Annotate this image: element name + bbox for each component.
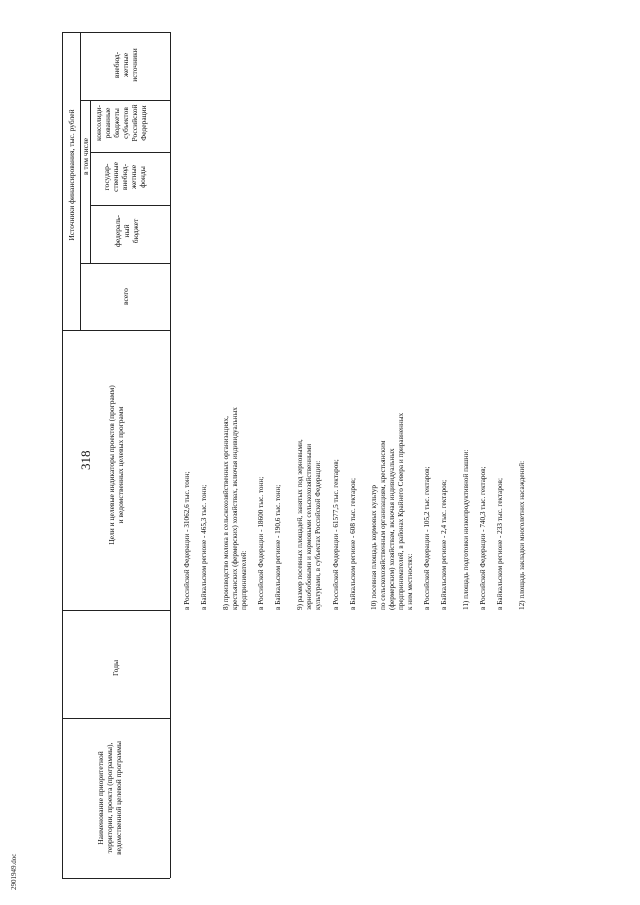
table-right-border [170,32,171,878]
header-name-line1: Наименование приоритетной [96,751,105,845]
table-header-border [62,32,63,878]
column-divider-state-funds [90,152,170,153]
extrabudget-line1: внебюд- [112,51,121,79]
entry-line: 8) производство молока в сельскохозяйственных организациях, [222,416,230,610]
state-funds-line1: государ- [102,163,111,191]
column-divider-total [80,263,170,264]
federal-line1: федераль- [113,214,122,248]
entry-line: 12) площадь закладки многолетних насаждений: [518,460,526,610]
entry-line: 11) площадь подготовки низкопродуктивной пашни: [462,449,470,610]
entry-line: к ним местностях: [406,553,414,610]
consolidated-line3: бюджеты [112,108,121,138]
extrabudget-line2: жетные [121,52,130,78]
header-name-column [96,728,123,868]
entry-line: предпринимателей: [240,550,248,610]
header-name-line3: ведомственной целевой программы [114,741,123,855]
entry-line: в Байкальском регионе - 465,3 тыс. тонн; [200,484,208,610]
entry-line: в Байкальском регионе - 233 тыс. гектаров; [496,478,504,610]
state-funds-line5: фонды [138,166,147,188]
entry-line: в Российской Федерации - 31062,6 тыс. тонн; [183,471,191,610]
header-goals-column [107,370,125,560]
header-name-line2: территории, проекта (программы), [105,742,114,854]
table-top-border [62,32,170,33]
header-goals-line2: и ведомственных целевых программ [116,406,125,524]
entry-line: культурами, в субъектах Российской Федерации: [314,460,322,610]
header-federal-budget [113,210,140,252]
state-funds-line4: жетные [129,164,138,190]
entry-line: в Российской Федерации - 740,3 тыс. гектаров; [479,466,487,610]
header-extrabudget-sources [112,35,139,95]
header-goals-line1: Цели и целевые индикаторы проектов (программ) [107,385,116,545]
entry-line: в Российской Федерации - 18600 тыс. тонн; [257,476,265,610]
consolidated-line5: Российской [130,104,139,142]
entry-line: в Байкальском регионе - 190,6 тыс. тонн; [274,484,282,610]
entry-line: (фермерским) хозяйствам, включая индивидуальных [388,448,396,610]
header-years: Годы [111,659,120,676]
header-consolidated-budgets [94,98,148,148]
header-funding-sources: Источники финансирования, тыс. рублей [67,109,76,241]
table-bottom-border [62,878,170,879]
entry-line: 9) размер посевных площадей, занятых под зерновыми, [296,439,304,610]
consolidated-line6: Федерации [139,105,148,141]
consolidated-line2: рованные [103,107,112,139]
entry-line: в Байкальском регионе - 2,4 тыс. гектаров; [440,479,448,610]
header-state-funds [102,154,147,200]
column-divider-years [62,718,170,719]
entry-line: в Российской Федерации - 105,2 тыс. гектаров; [423,466,431,610]
extrabudget-line3: источники [130,48,139,82]
entry-line: крестьянских (фермерских) хозяйствах, включая индивидуальных [231,407,239,610]
state-funds-line3: внебюд- [120,163,129,191]
consolidated-line4: субъектов [121,107,130,139]
entry-line: 10) посевная площадь кормовых культур [370,485,378,610]
federal-line3: бюджет [131,218,140,244]
entry-line: предпринимателей, в районах Крайнего Севера и приравненных [397,412,405,610]
federal-line2: ный [122,224,131,238]
consolidated-line1: консолиди- [94,104,103,142]
entry-line: по сельскохозяйственным организациям, крестьянским [379,440,387,610]
funding-header-divider [80,32,81,330]
incl-header-divider [90,100,91,263]
state-funds-line2: ственные [111,162,120,192]
header-including: в том числе [81,137,90,175]
entry-line: в Байкальском регионе - 608 тыс. гектаров; [349,478,357,610]
column-divider-federal [90,205,170,206]
entry-line: в Российской Федерации - 61577,5 тыс. гектаров; [332,459,340,610]
page-number: 318 [78,450,93,470]
document-id: 2901949.doc [10,853,18,890]
entry-line: зернобобовыми и кормовыми сельскохозяйственными [305,443,313,610]
column-divider-funding [62,330,170,331]
header-total: всего [121,288,130,305]
column-divider-goals [62,610,170,611]
